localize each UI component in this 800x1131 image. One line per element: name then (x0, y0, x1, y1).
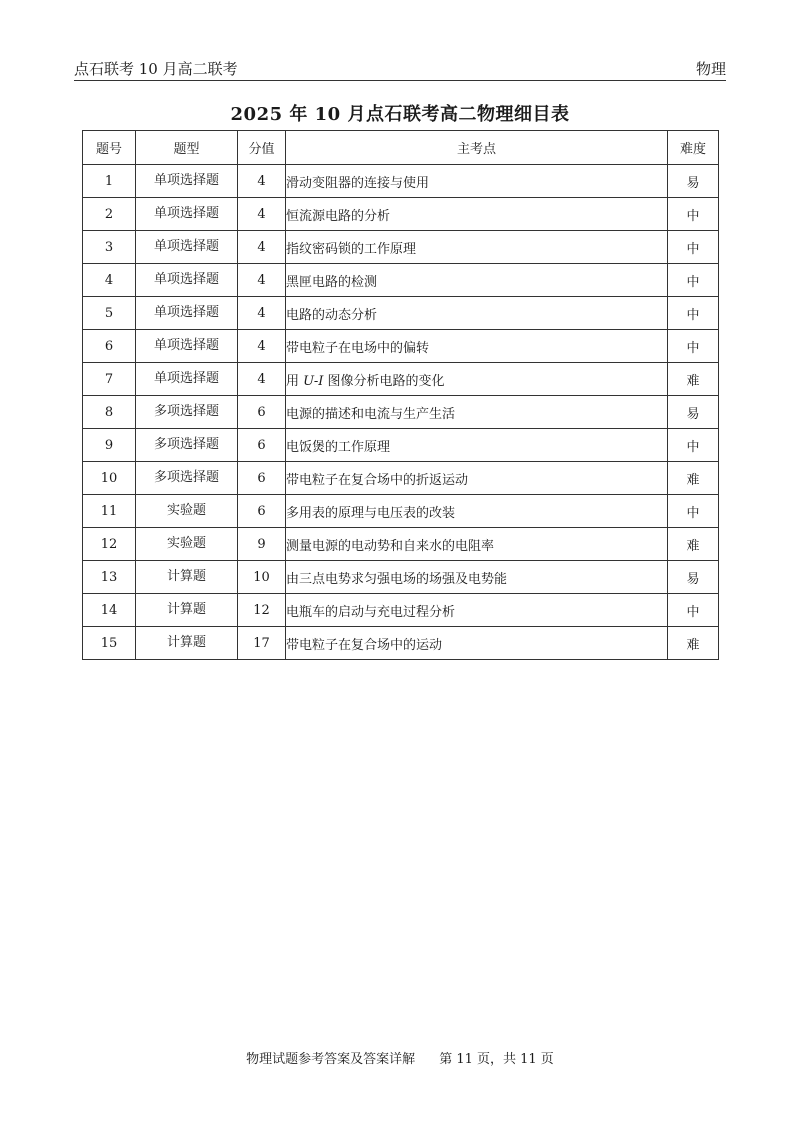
cell-number: 12 (83, 528, 136, 561)
cell-number: 7 (83, 363, 136, 396)
cell-score: 6 (238, 462, 286, 495)
column-header-difficulty: 难度 (668, 131, 719, 165)
cell-type (136, 396, 238, 429)
page-number: 第 11 页，共 11 页 (439, 1052, 554, 1067)
cell-type-text: 单项选择题 (153, 238, 219, 254)
cell-main-point: 电瓶车的启动与充电过程分析 (286, 594, 668, 627)
cell-type-text: 单项选择题 (153, 271, 219, 287)
table-row (83, 627, 719, 660)
cell-type-text: 实验题 (166, 535, 206, 551)
cell-main-point: 带电粒子在电场中的偏转 (286, 330, 668, 363)
cell-type-text: 单项选择题 (153, 304, 219, 320)
cell-score: 6 (238, 396, 286, 429)
main-point-prefix: 用 (286, 373, 304, 389)
cell-difficulty: 中 (668, 264, 719, 297)
table-row (83, 528, 719, 561)
cell-type (136, 561, 238, 594)
cell-number: 4 (83, 264, 136, 297)
table-row (83, 561, 719, 594)
cell-number: 8 (83, 396, 136, 429)
cell-type (136, 264, 238, 297)
cell-type (136, 363, 238, 396)
cell-main-point: 恒流源电路的分析 (286, 198, 668, 231)
cell-score: 4 (238, 231, 286, 264)
cell-type-text: 计算题 (166, 634, 206, 650)
column-header-number: 题号 (83, 131, 136, 165)
column-header-main-point: 主考点 (286, 131, 668, 165)
cell-difficulty: 中 (668, 330, 719, 363)
cell-number: 1 (83, 165, 136, 198)
cell-score: 4 (238, 363, 286, 396)
cell-score: 12 (238, 594, 286, 627)
cell-difficulty: 易 (668, 396, 719, 429)
cell-main-point: 带电粒子在复合场中的折返运动 (286, 462, 668, 495)
table-row (83, 462, 719, 495)
cell-type (136, 297, 238, 330)
cell-type (136, 231, 238, 264)
cell-difficulty: 难 (668, 462, 719, 495)
cell-number: 14 (83, 594, 136, 627)
cell-type (136, 627, 238, 660)
cell-difficulty: 易 (668, 561, 719, 594)
page-header (74, 58, 726, 81)
table-body (83, 165, 719, 660)
cell-difficulty: 中 (668, 429, 719, 462)
cell-main-point: 电饭煲的工作原理 (286, 429, 668, 462)
table-row (83, 231, 719, 264)
table-row (83, 594, 719, 627)
cell-difficulty: 难 (668, 528, 719, 561)
table-row (83, 363, 719, 396)
cell-main-point: 电路的动态分析 (286, 297, 668, 330)
table-row (83, 198, 719, 231)
cell-number: 3 (83, 231, 136, 264)
cell-main-point (286, 363, 668, 396)
cell-number: 5 (83, 297, 136, 330)
cell-score: 9 (238, 528, 286, 561)
footer-document-name: 物理试题参考答案及答案详解 (246, 1052, 416, 1067)
header-exam-name: 点石联考 10 月高二联考 (74, 60, 238, 78)
cell-difficulty: 中 (668, 495, 719, 528)
table-row (83, 297, 719, 330)
cell-type (136, 528, 238, 561)
cell-main-point: 指纹密码锁的工作原理 (286, 231, 668, 264)
table-row (83, 165, 719, 198)
cell-difficulty: 中 (668, 198, 719, 231)
table-header-row (83, 131, 719, 165)
cell-type-text: 计算题 (166, 601, 206, 617)
cell-type-text: 实验题 (166, 502, 206, 518)
column-header-score: 分值 (238, 131, 286, 165)
cell-type-text: 单项选择题 (153, 370, 219, 386)
cell-score: 10 (238, 561, 286, 594)
cell-score: 6 (238, 495, 286, 528)
table-row (83, 429, 719, 462)
cell-main-point: 黑匣电路的检测 (286, 264, 668, 297)
table-row (83, 264, 719, 297)
page-title: 2025 年 10 月点石联考高二物理细目表 (230, 104, 570, 125)
cell-difficulty: 易 (668, 165, 719, 198)
table-row (83, 330, 719, 363)
cell-difficulty: 中 (668, 297, 719, 330)
cell-difficulty: 中 (668, 231, 719, 264)
cell-difficulty: 难 (668, 627, 719, 660)
main-point-suffix: 图像分析电路的变化 (323, 373, 445, 389)
cell-type (136, 462, 238, 495)
cell-type-text: 多项选择题 (153, 403, 219, 419)
cell-number: 10 (83, 462, 136, 495)
page-footer (0, 1048, 800, 1067)
cell-score: 4 (238, 165, 286, 198)
table-row (83, 396, 719, 429)
cell-difficulty: 难 (668, 363, 719, 396)
cell-number: 6 (83, 330, 136, 363)
cell-number: 9 (83, 429, 136, 462)
cell-main-point: 滑动变阻器的连接与使用 (286, 165, 668, 198)
cell-type-text: 单项选择题 (153, 205, 219, 221)
cell-main-point: 由三点电势求匀强电场的场强及电势能 (286, 561, 668, 594)
cell-type-text: 单项选择题 (153, 172, 219, 188)
cell-type-text: 多项选择题 (153, 436, 219, 452)
main-point-variable: U-I (303, 373, 324, 389)
cell-number: 13 (83, 561, 136, 594)
header-subject: 物理 (695, 60, 726, 78)
cell-type (136, 198, 238, 231)
cell-type (136, 594, 238, 627)
cell-type-text: 多项选择题 (153, 469, 219, 485)
cell-main-point: 电源的描述和电流与生产生活 (286, 396, 668, 429)
column-header-type: 题型 (136, 131, 238, 165)
cell-main-point: 多用表的原理与电压表的改装 (286, 495, 668, 528)
cell-number: 15 (83, 627, 136, 660)
cell-type-text: 单项选择题 (153, 337, 219, 353)
cell-main-point: 带电粒子在复合场中的运动 (286, 627, 668, 660)
cell-number: 2 (83, 198, 136, 231)
spec-table (82, 130, 719, 660)
cell-score: 4 (238, 330, 286, 363)
table-row (83, 495, 719, 528)
cell-type-text: 计算题 (166, 568, 206, 584)
cell-type (136, 495, 238, 528)
cell-main-point: 测量电源的电动势和自来水的电阻率 (286, 528, 668, 561)
cell-type (136, 165, 238, 198)
cell-number: 11 (83, 495, 136, 528)
cell-difficulty: 中 (668, 594, 719, 627)
cell-score: 4 (238, 198, 286, 231)
cell-score: 4 (238, 297, 286, 330)
cell-type (136, 330, 238, 363)
cell-score: 6 (238, 429, 286, 462)
cell-type (136, 429, 238, 462)
cell-score: 4 (238, 264, 286, 297)
cell-score: 17 (238, 627, 286, 660)
